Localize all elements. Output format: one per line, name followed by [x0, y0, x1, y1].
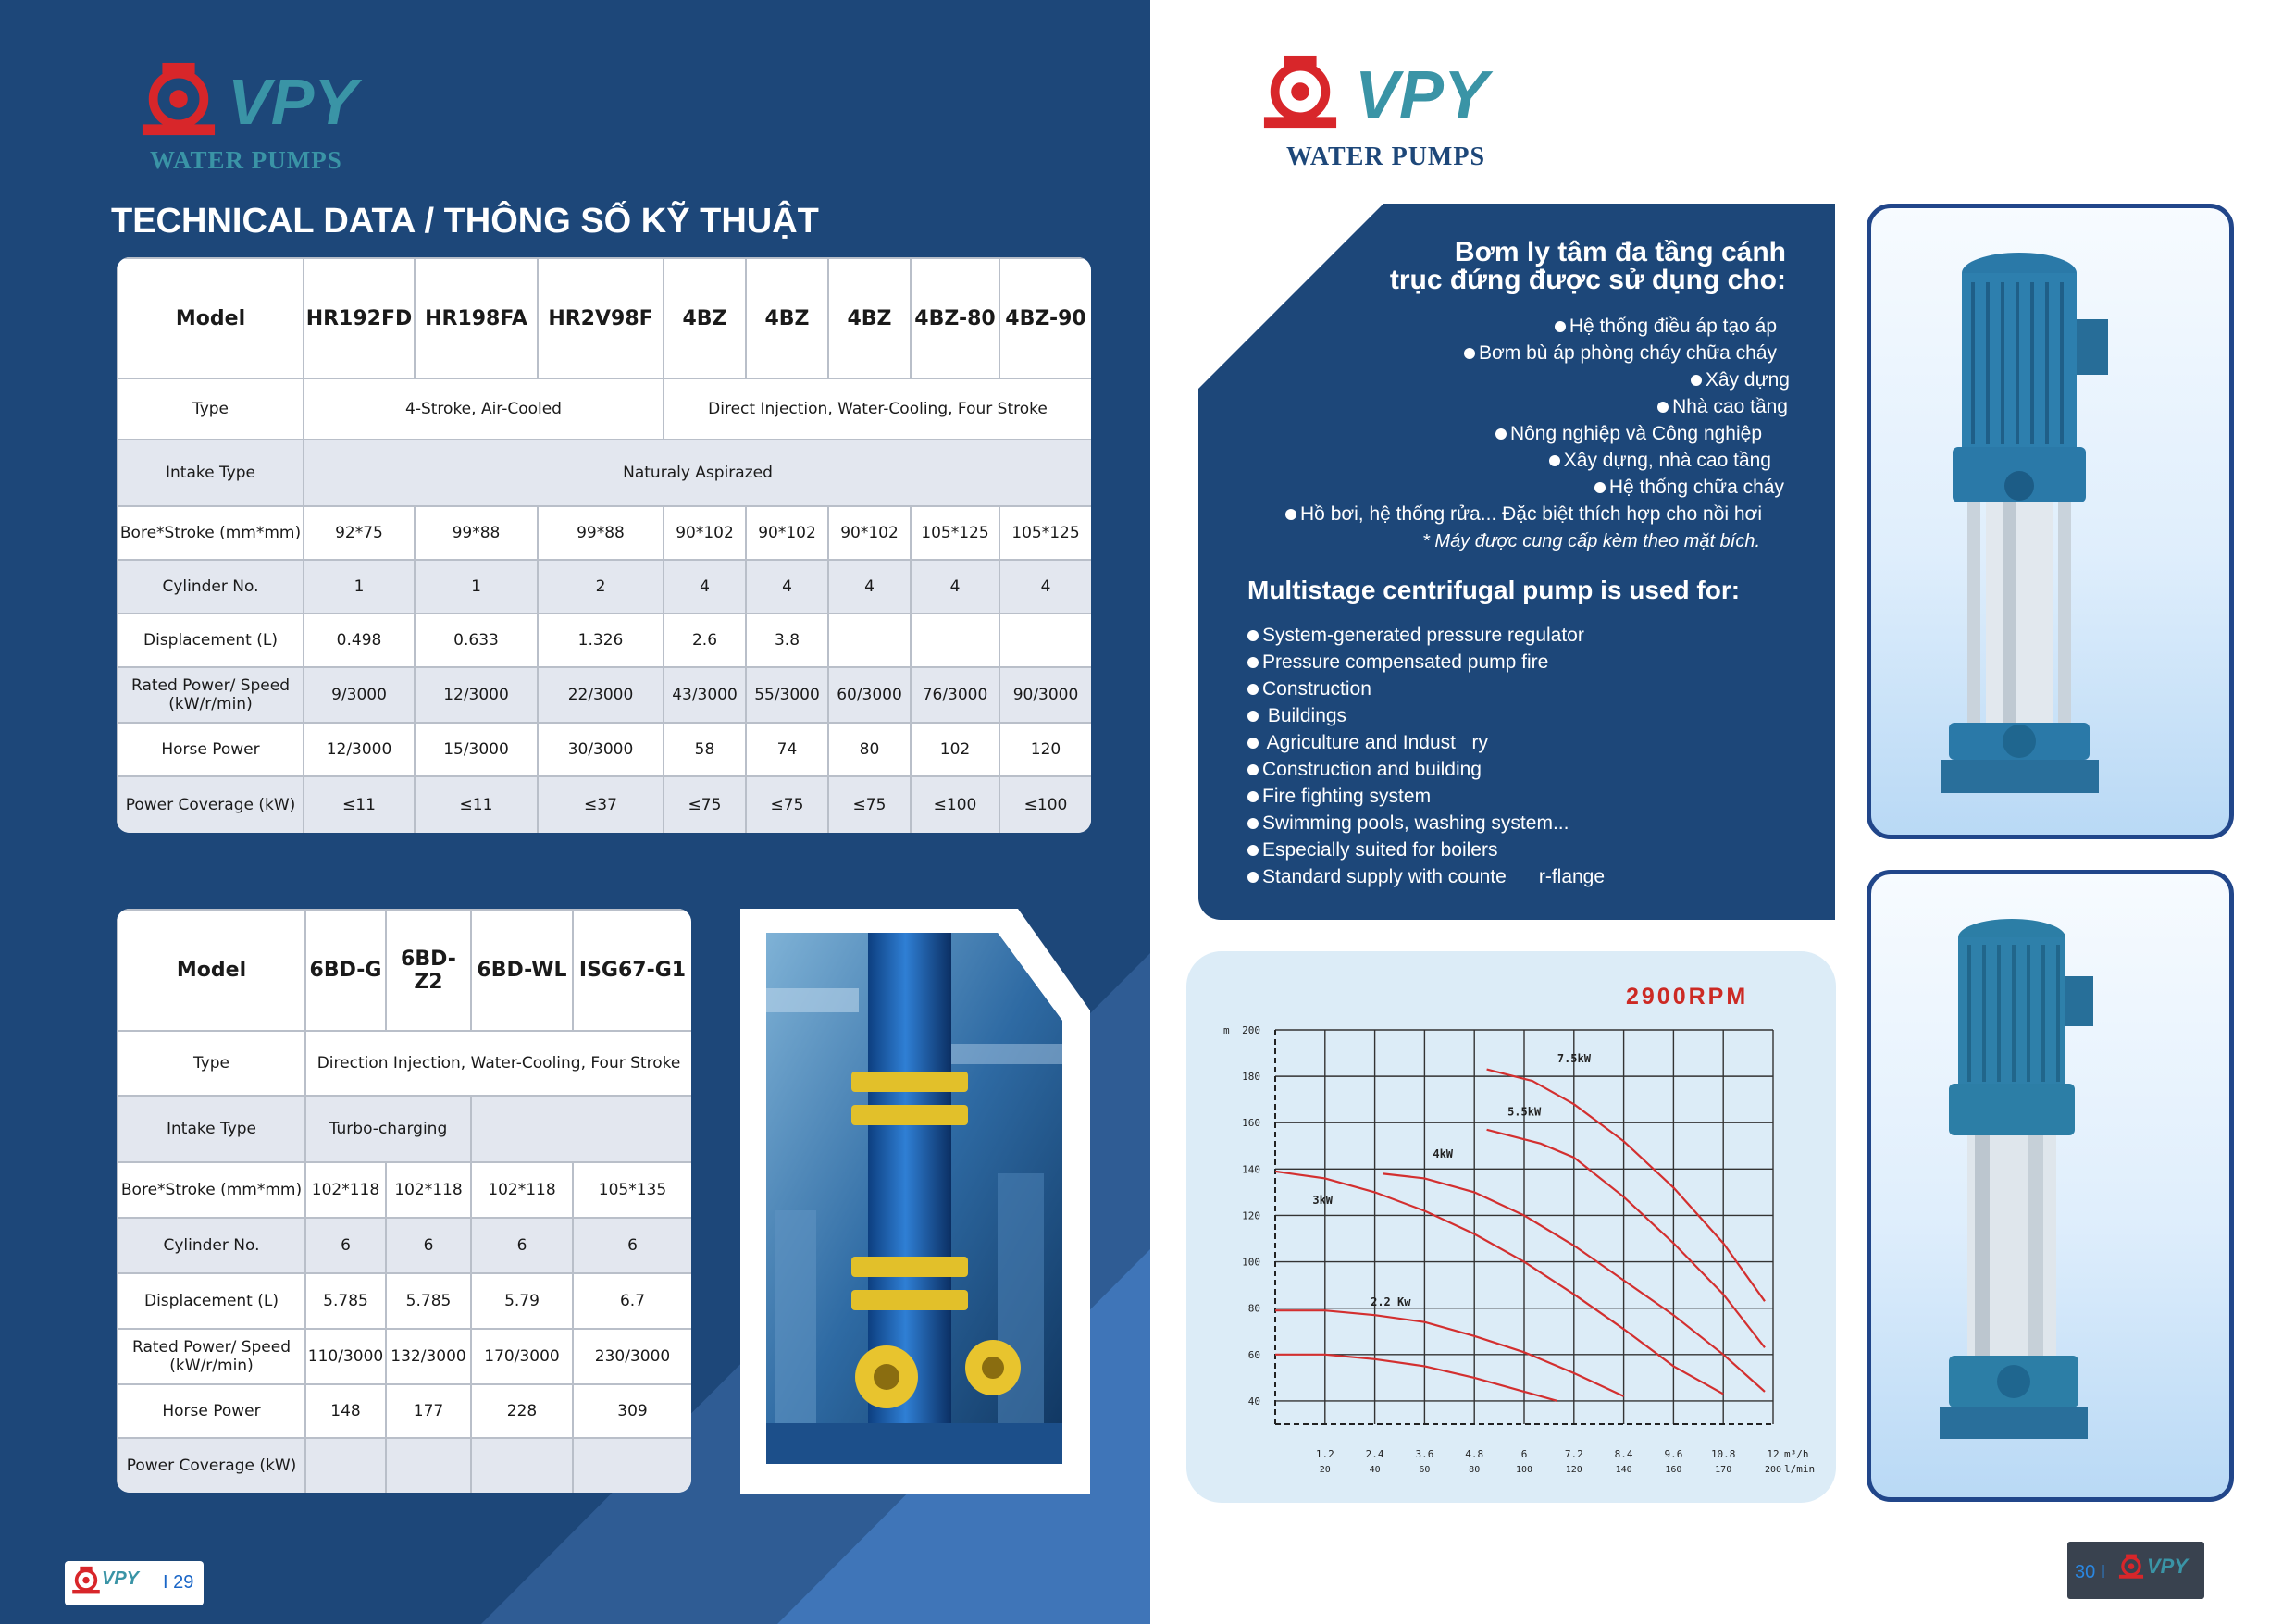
table-cell: 43/3000 — [664, 667, 746, 723]
y-tick-label: 160 — [1242, 1117, 1260, 1130]
list-item — [1285, 501, 1762, 527]
en-heading: Multistage centrifugal pump is used for: — [1247, 576, 1741, 604]
bullet-icon — [1247, 657, 1259, 668]
list-item-text: Standard supply with counte r-flange — [1262, 866, 1606, 887]
list-item-text: Xây dựng, nhà cao tầng — [1563, 450, 1771, 471]
x-tick-label: 2.4 — [1365, 1448, 1384, 1460]
bullet-icon — [1247, 818, 1259, 829]
table-cell: 12/3000 — [304, 723, 415, 776]
x-tick-label-secondary: 100 — [1515, 1465, 1533, 1475]
row-label: Horse Power — [118, 1384, 305, 1438]
y-tick-label: 120 — [1242, 1209, 1260, 1222]
spec-table — [117, 909, 691, 1493]
table-cell: 4 — [999, 560, 1091, 614]
table-cell: ≤75 — [746, 776, 828, 833]
page-number: I 29 — [163, 1572, 194, 1593]
logo-wordmark: VPY — [2147, 1555, 2189, 1578]
table-cell: 4 — [911, 560, 999, 614]
row-label: Cylinder No. — [118, 1218, 305, 1273]
table-row — [118, 1384, 691, 1438]
row-label: Rated Power/ Speed (kW/r/min) — [118, 667, 304, 723]
header-model-label: Model — [118, 258, 304, 378]
list-item — [1247, 756, 1605, 783]
y-tick-label: 100 — [1242, 1256, 1260, 1269]
table-cell: 1 — [304, 560, 415, 614]
table-cell: 102*118 — [471, 1162, 573, 1218]
list-item-text: Especially suited for boilers — [1262, 839, 1498, 861]
table-cell — [999, 614, 1091, 667]
header-model: 6BD-WL — [471, 910, 573, 1031]
x-tick-label: 6 — [1520, 1448, 1528, 1460]
vn-note: * Máy được cung cấp kèm theo mặt bích. — [1422, 531, 1760, 552]
table-cell: Naturaly Aspirazed — [304, 440, 1091, 506]
table-row — [118, 614, 1091, 667]
logo-tagline: WATER PUMPS — [150, 146, 342, 174]
table-cell: 120 — [999, 723, 1091, 776]
logo-wordmark: VPY — [228, 66, 358, 138]
table-cell: 2.6 — [664, 614, 746, 667]
vertical-pump-icon — [1871, 874, 2229, 1497]
list-item-text: Hệ thống điều áp tạo áp — [1569, 316, 1777, 337]
pump-photo-card — [1867, 870, 2234, 1502]
pump-photo-card — [1867, 204, 2234, 839]
header-model: ISG67-G1 — [573, 910, 691, 1031]
bullet-icon — [1247, 630, 1259, 641]
table-row — [118, 1218, 691, 1273]
y-axis-label: m — [1223, 1024, 1230, 1036]
row-label: Bore*Stroke (mm*mm) — [118, 1162, 305, 1218]
table-cell: 4-Stroke, Air-Cooled — [304, 378, 664, 440]
table-row — [118, 560, 1091, 614]
table-row — [118, 776, 1091, 833]
table-cell: 5.79 — [471, 1273, 573, 1329]
list-item-text: Xây dựng — [1705, 369, 1790, 391]
x-tick-label-secondary: 200 — [1764, 1465, 1782, 1475]
list-item — [1285, 340, 1777, 366]
table-cell: 110/3000 — [305, 1329, 386, 1384]
header-model: 6BD-G — [305, 910, 386, 1031]
header-model: 4BZ-80 — [911, 258, 999, 378]
x-tick-label-secondary: 20 — [1319, 1465, 1331, 1475]
table-cell: 230/3000 — [573, 1329, 691, 1384]
table-cell: 105*135 — [573, 1162, 691, 1218]
row-label: Intake Type — [118, 1096, 305, 1162]
y-tick-label: 40 — [1247, 1395, 1260, 1407]
table-cell: 105*125 — [999, 506, 1091, 560]
bullet-icon — [1555, 321, 1566, 332]
table-cell: 102*118 — [305, 1162, 386, 1218]
row-label: Horse Power — [118, 723, 304, 776]
vn-heading-line: trục đứng được sử dụng cho: — [1389, 265, 1786, 295]
bullet-icon — [1464, 348, 1475, 359]
row-label: Power Coverage (kW) — [118, 1438, 305, 1493]
table-cell: 1.326 — [538, 614, 664, 667]
chart-title: 2900RPM — [1626, 984, 1749, 1010]
performance-curve — [1275, 1310, 1624, 1396]
y-tick-label: 200 — [1242, 1024, 1260, 1036]
row-label: Bore*Stroke (mm*mm) — [118, 506, 304, 560]
performance-chart — [1186, 951, 1836, 1503]
list-item — [1285, 313, 1777, 340]
table-header-row — [118, 910, 691, 1031]
x-tick-label-secondary: 140 — [1615, 1465, 1632, 1475]
table-cell: 4 — [828, 560, 911, 614]
list-item-text: Bơm bù áp phòng cháy chữa cháy — [1478, 342, 1777, 364]
table-cell: 76/3000 — [911, 667, 999, 723]
table-cell: ≤11 — [304, 776, 415, 833]
pump-emblem-icon — [2117, 1553, 2145, 1581]
list-item-text: Construction — [1262, 678, 1371, 700]
spec-table-1 — [117, 257, 1091, 833]
table-cell: 6.7 — [573, 1273, 691, 1329]
curve-label: 3kW — [1312, 1193, 1334, 1207]
curve-label: 4kW — [1433, 1147, 1454, 1160]
table-cell: 102*118 — [386, 1162, 471, 1218]
list-item — [1285, 420, 1762, 447]
x-tick-label: 7.2 — [1564, 1448, 1583, 1460]
table-row — [118, 1438, 691, 1493]
x-tick-label-secondary: 160 — [1665, 1465, 1682, 1475]
list-item — [1247, 837, 1605, 863]
table-row — [118, 667, 1091, 723]
brand-logo — [137, 61, 415, 181]
header-model: 6BD-Z2 — [386, 910, 471, 1031]
logo-wordmark: VPY — [102, 1568, 140, 1589]
table-cell: 105*125 — [911, 506, 999, 560]
page-number-badge — [65, 1561, 204, 1605]
row-label: Type — [118, 1031, 305, 1096]
table-cell: 0.498 — [304, 614, 415, 667]
en-usage-list — [1247, 622, 1605, 890]
table-cell: 58 — [664, 723, 746, 776]
row-label: Type — [118, 378, 304, 440]
list-item — [1247, 702, 1605, 729]
performance-curve — [1275, 1355, 1557, 1401]
x-tick-label: 10.8 — [1710, 1448, 1736, 1460]
vn-usage-list — [1285, 313, 1790, 527]
logo-tagline: WATER PUMPS — [1286, 143, 1486, 171]
table-cell: 80 — [828, 723, 911, 776]
table-cell: 6 — [386, 1218, 471, 1273]
table-cell: ≤100 — [911, 776, 999, 833]
vn-heading — [1203, 239, 1786, 294]
list-item-text: Construction and building — [1262, 759, 1482, 780]
header-model: HR198FA — [415, 258, 538, 378]
x-tick-label-secondary: 170 — [1715, 1465, 1732, 1475]
list-item — [1285, 366, 1790, 393]
table-cell: 55/3000 — [746, 667, 828, 723]
list-item — [1285, 393, 1788, 420]
table-cell: 170/3000 — [471, 1329, 573, 1384]
bullet-icon — [1247, 872, 1259, 883]
industrial-pipe-photo — [766, 933, 1062, 1464]
curve-label: 5.5kW — [1507, 1105, 1542, 1119]
row-label: Intake Type — [118, 440, 304, 506]
x-tick-label-secondary: 60 — [1419, 1465, 1431, 1475]
x-tick-label-secondary: 80 — [1469, 1465, 1481, 1475]
header-model: HR192FD — [304, 258, 415, 378]
table-row — [118, 378, 1091, 440]
table-cell — [471, 1438, 573, 1493]
x-tick-label-secondary: 40 — [1369, 1465, 1381, 1475]
table-cell: 148 — [305, 1384, 386, 1438]
table-row — [118, 440, 1091, 506]
x-tick-label: 8.4 — [1614, 1448, 1633, 1460]
bullet-icon — [1247, 791, 1259, 802]
pipe-illustration-icon — [766, 933, 1062, 1464]
table-cell: 4 — [664, 560, 746, 614]
bullet-icon — [1691, 375, 1702, 386]
header-model-label: Model — [118, 910, 305, 1031]
table-cell: 90*102 — [746, 506, 828, 560]
x-tick-label: 4.8 — [1465, 1448, 1484, 1460]
bullet-icon — [1247, 764, 1259, 775]
table-cell: 74 — [746, 723, 828, 776]
y-tick-label: 60 — [1247, 1348, 1260, 1361]
table-cell: Direction Injection, Water-Cooling, Four Stroke — [305, 1031, 691, 1096]
list-item-text: Pressure compensated pump fire — [1262, 651, 1549, 673]
table-cell: 309 — [573, 1384, 691, 1438]
x-tick-label: 1.2 — [1315, 1448, 1334, 1460]
table-cell: 90/3000 — [999, 667, 1091, 723]
y-tick-label: 80 — [1247, 1302, 1260, 1315]
page-number: 30 I — [2075, 1562, 2106, 1582]
table-cell: 4 — [746, 560, 828, 614]
x-tick-label: 3.6 — [1415, 1448, 1434, 1460]
brand-logo — [1259, 54, 1564, 179]
bullet-icon — [1247, 845, 1259, 856]
list-item — [1247, 622, 1605, 649]
list-item — [1285, 447, 1771, 474]
table-cell: 1 — [415, 560, 538, 614]
pump-emblem-icon — [137, 61, 220, 139]
row-label: Cylinder No. — [118, 560, 304, 614]
table-cell: ≤11 — [415, 776, 538, 833]
list-item — [1247, 863, 1605, 890]
row-label: Rated Power/ Speed (kW/r/min) — [118, 1329, 305, 1384]
list-item — [1285, 474, 1784, 501]
table-row — [118, 1329, 691, 1384]
header-model: 4BZ — [746, 258, 828, 378]
list-item — [1247, 676, 1605, 702]
table-row — [118, 1273, 691, 1329]
spec-table — [117, 257, 1091, 833]
table-cell: 22/3000 — [538, 667, 664, 723]
page-number-badge — [2067, 1542, 2204, 1599]
table-row — [118, 1096, 691, 1162]
x-tick-label: 9.6 — [1664, 1448, 1683, 1460]
table-cell: 0.633 — [415, 614, 538, 667]
list-item — [1247, 729, 1605, 756]
table-row — [118, 723, 1091, 776]
table-cell: 6 — [471, 1218, 573, 1273]
table-cell — [386, 1438, 471, 1493]
curve-label: 2.2 Kw — [1371, 1295, 1411, 1309]
bullet-icon — [1247, 711, 1259, 722]
table-cell: ≤100 — [999, 776, 1091, 833]
header-model: 4BZ-90 — [999, 258, 1091, 378]
table-cell — [471, 1096, 691, 1162]
table-cell: ≤37 — [538, 776, 664, 833]
list-item — [1247, 810, 1605, 837]
table-cell: 228 — [471, 1384, 573, 1438]
table-cell: 9/3000 — [304, 667, 415, 723]
x-tick-label: 12 — [1767, 1448, 1780, 1460]
curve-label: 7.5kW — [1557, 1052, 1591, 1066]
table-cell: 92*75 — [304, 506, 415, 560]
y-tick-label: 180 — [1242, 1071, 1260, 1084]
list-item-text: Agriculture and Indust ry — [1262, 732, 1488, 753]
table-cell: 99*88 — [415, 506, 538, 560]
list-item-text: Hệ thống chữa cháy — [1608, 477, 1784, 498]
bullet-icon — [1594, 482, 1606, 493]
table-cell: 102 — [911, 723, 999, 776]
table-cell — [911, 614, 999, 667]
list-item — [1247, 783, 1605, 810]
table-cell: 5.785 — [305, 1273, 386, 1329]
table-cell: 99*88 — [538, 506, 664, 560]
table-row — [118, 506, 1091, 560]
bullet-icon — [1495, 428, 1507, 440]
x-axis-label: m³/h — [1784, 1448, 1809, 1460]
list-item-text: System-generated pressure regulator — [1262, 625, 1584, 646]
table-cell: 3.8 — [746, 614, 828, 667]
table-cell: Turbo-charging — [305, 1096, 471, 1162]
bullet-icon — [1549, 455, 1560, 466]
pump-emblem-icon — [70, 1565, 102, 1596]
list-item-text: Swimming pools, washing system... — [1262, 812, 1569, 834]
bullet-icon — [1285, 509, 1296, 520]
row-label: Power Coverage (kW) — [118, 776, 304, 833]
bullet-icon — [1247, 684, 1259, 695]
vn-heading-line: Bơm ly tâm đa tầng cánh — [1454, 237, 1786, 267]
table-cell: 5.785 — [386, 1273, 471, 1329]
logo-wordmark: VPY — [1355, 58, 1489, 132]
list-item-text: Buildings — [1262, 705, 1347, 726]
table-cell: 90*102 — [664, 506, 746, 560]
x-axis-label-secondary: l/min — [1784, 1463, 1816, 1475]
table-cell: ≤75 — [828, 776, 911, 833]
table-cell: 60/3000 — [828, 667, 911, 723]
table-cell: 15/3000 — [415, 723, 538, 776]
table-cell: 177 — [386, 1384, 471, 1438]
list-item-text: Hồ bơi, hệ thống rửa... Đặc biệt thích hợp cho nồi hơi — [1300, 503, 1762, 525]
x-tick-label-secondary: 120 — [1565, 1465, 1582, 1475]
table-cell: 132/3000 — [386, 1329, 471, 1384]
table-cell: 6 — [573, 1218, 691, 1273]
table-cell — [305, 1438, 386, 1493]
table-cell: 6 — [305, 1218, 386, 1273]
table-header-row — [118, 258, 1091, 378]
page-title: TECHNICAL DATA / THÔNG SỐ KỸ THUẬT — [111, 202, 819, 241]
list-item-text: Nhà cao tầng — [1672, 396, 1788, 417]
y-tick-label: 140 — [1242, 1163, 1260, 1176]
table-row — [118, 1162, 691, 1218]
table-cell: 90*102 — [828, 506, 911, 560]
table-cell: 30/3000 — [538, 723, 664, 776]
header-model: 4BZ — [828, 258, 911, 378]
bullet-icon — [1247, 738, 1259, 749]
table-row — [118, 1031, 691, 1096]
row-label: Displacement (L) — [118, 614, 304, 667]
table-cell: 12/3000 — [415, 667, 538, 723]
spec-table-2 — [117, 909, 691, 1493]
list-item-text: Nông nghiệp và Công nghiệp — [1509, 423, 1762, 444]
header-model: 4BZ — [664, 258, 746, 378]
bullet-icon — [1657, 402, 1669, 413]
list-item-text: Fire fighting system — [1262, 786, 1432, 807]
table-cell: 2 — [538, 560, 664, 614]
table-cell: ≤75 — [664, 776, 746, 833]
pump-emblem-icon — [1259, 54, 1342, 131]
header-model: HR2V98F — [538, 258, 664, 378]
row-label: Displacement (L) — [118, 1273, 305, 1329]
table-cell — [828, 614, 911, 667]
vertical-pump-icon — [1871, 208, 2229, 835]
list-item — [1247, 649, 1605, 676]
table-cell — [573, 1438, 691, 1493]
table-cell: Direct Injection, Water-Cooling, Four Stroke — [664, 378, 1091, 440]
